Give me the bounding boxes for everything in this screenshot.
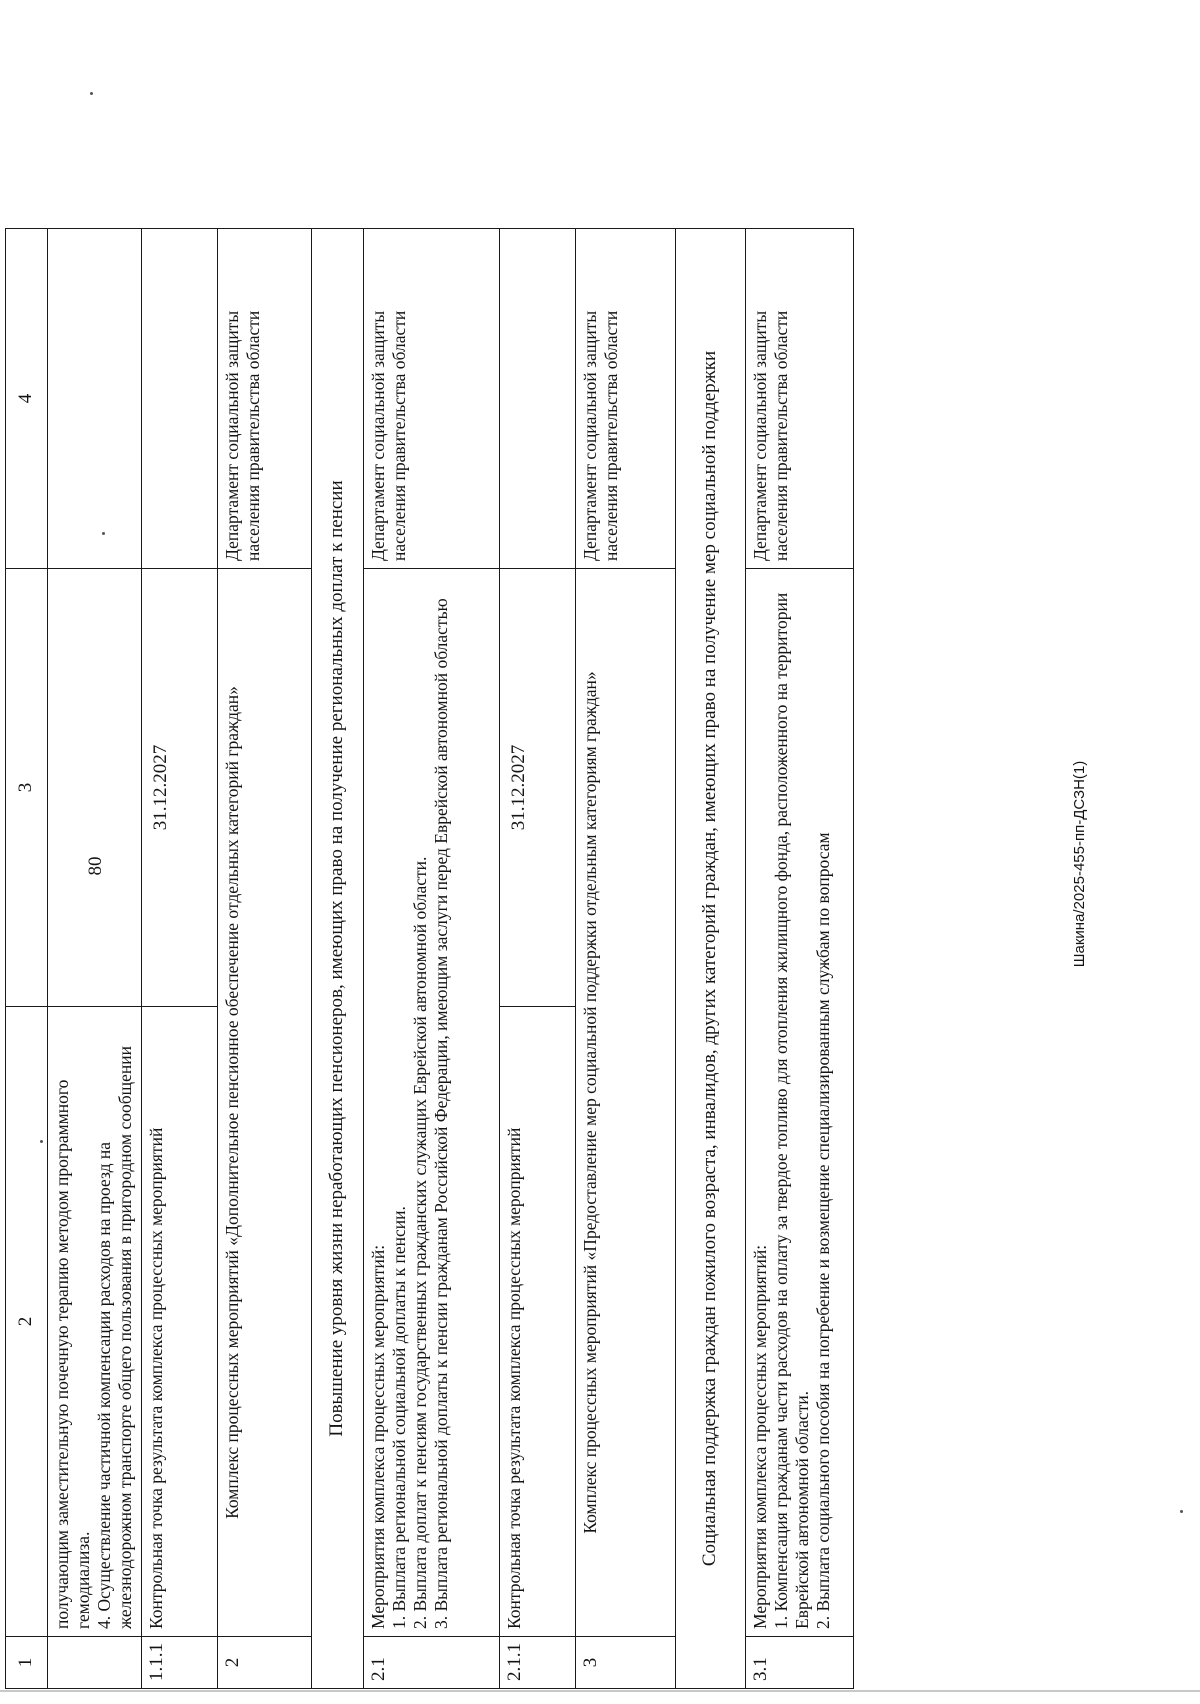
description-line: 1. Компенсация гражданам части расходов на оплату за твердое топливо для отопления жилищного фонда, расположенного на территории Еврейской автономной области. — [771, 592, 812, 1629]
document-id: Шакина/2025-455-пп-ДСЗН(1) — [1071, 760, 1088, 968]
complex-row — [218, 229, 312, 1689]
row-responsible: Департамент социальной защиты населения правительства области — [364, 229, 500, 569]
table-row — [746, 229, 854, 1689]
description-line: Контрольная точка результата комплекса процессных мероприятий — [504, 1127, 524, 1629]
row-number: 2 — [218, 1637, 312, 1689]
scan-speck — [102, 532, 105, 535]
row-date: 31.12.2027 — [500, 569, 576, 1007]
row-number: 2.1.1 — [500, 1637, 576, 1689]
section-title: Повышение уровня жизни неработающих пенсионеров, имеющих право на получение региональных доплат к пенсии — [312, 229, 364, 1689]
scan-speck — [1180, 1510, 1183, 1513]
row-date: 31.12.2027 — [142, 569, 218, 1007]
header-row — [6, 229, 48, 1689]
row-description — [746, 569, 854, 1637]
header-col-4: 4 — [6, 229, 48, 569]
description-line: Контрольная точка результата комплекса процессных мероприятий — [146, 1127, 166, 1629]
header-col-1: 1 — [6, 1637, 48, 1689]
row-number: 2.1 — [364, 1637, 500, 1689]
header-col-3: 3 — [6, 569, 48, 1007]
table-row — [500, 229, 576, 1689]
row-number: 3 — [576, 1637, 676, 1689]
section-row — [676, 229, 746, 1689]
table-row — [142, 229, 218, 1689]
description-line: 2. Выплата социального пособия на погребение и возмещение специализированным службам по вопросам — [813, 832, 833, 1629]
page-number: 80 — [85, 856, 106, 876]
row-date — [48, 569, 142, 1007]
row-description — [364, 569, 500, 1637]
row-description — [142, 1007, 218, 1637]
row-number: 3.1 — [746, 1637, 854, 1689]
description-line: 3. Выплата региональной доплаты к пенсии гражданам Российской Федерации, имеющим заслуги перед Еврейской автономной областью — [431, 598, 451, 1629]
row-responsible — [500, 229, 576, 569]
complex-title: Комплекс процессных мероприятий «Предоставление мер социальной поддержки отдельным категориям граждан» — [576, 569, 676, 1637]
row-responsible: Департамент социальной защиты населения правительства области — [746, 229, 854, 569]
scan-speck — [40, 1140, 43, 1143]
description-line: 4. Осуществление частичной компенсации расходов на проезд на железнодорожном транспорте общего пользования в пригородном сообщении — [94, 1046, 135, 1629]
row-number — [48, 1637, 142, 1689]
row-description — [500, 1007, 576, 1637]
description-line: получающим заместительную почечную терапию методом программного гемодиализа. — [52, 1079, 93, 1629]
row-responsible: Департамент социальной защиты населения правительства области — [218, 229, 312, 569]
section-title: Социальная поддержка граждан пожилого возраста, инвалидов, других категорий граждан, имеющих право на получение мер социальной поддержки — [676, 229, 746, 1689]
description-line: 2. Выплата доплат к пенсиям государственных гражданских служащих Еврейской автономной области. — [410, 856, 430, 1629]
scan-speck — [90, 92, 93, 95]
complex-row — [576, 229, 676, 1689]
rotated-page-content — [5, 229, 833, 1689]
complex-title: Комплекс процессных мероприятий «Дополнительное пенсионное обеспечение отдельных категорий граждан» — [218, 569, 312, 1637]
row-description — [48, 1007, 142, 1637]
row-number: 1.1.1 — [142, 1637, 218, 1689]
measures-table — [5, 228, 854, 1689]
description-line: Мероприятия комплекса процессных мероприятий: — [750, 1244, 770, 1629]
section-row — [312, 229, 364, 1689]
row-responsible: Департамент социальной защиты населения правительства области — [576, 229, 676, 569]
row-responsible — [142, 229, 218, 569]
table-row — [364, 229, 500, 1689]
description-line: Мероприятия комплекса процессных мероприятий: — [368, 1244, 388, 1629]
scan-edge-line — [0, 1690, 1200, 1692]
header-col-2: 2 — [6, 1007, 48, 1637]
row-responsible — [48, 229, 142, 569]
description-line: 1. Выплата региональной социальной доплаты к пенсии. — [389, 1206, 409, 1629]
table-row — [48, 229, 142, 1689]
